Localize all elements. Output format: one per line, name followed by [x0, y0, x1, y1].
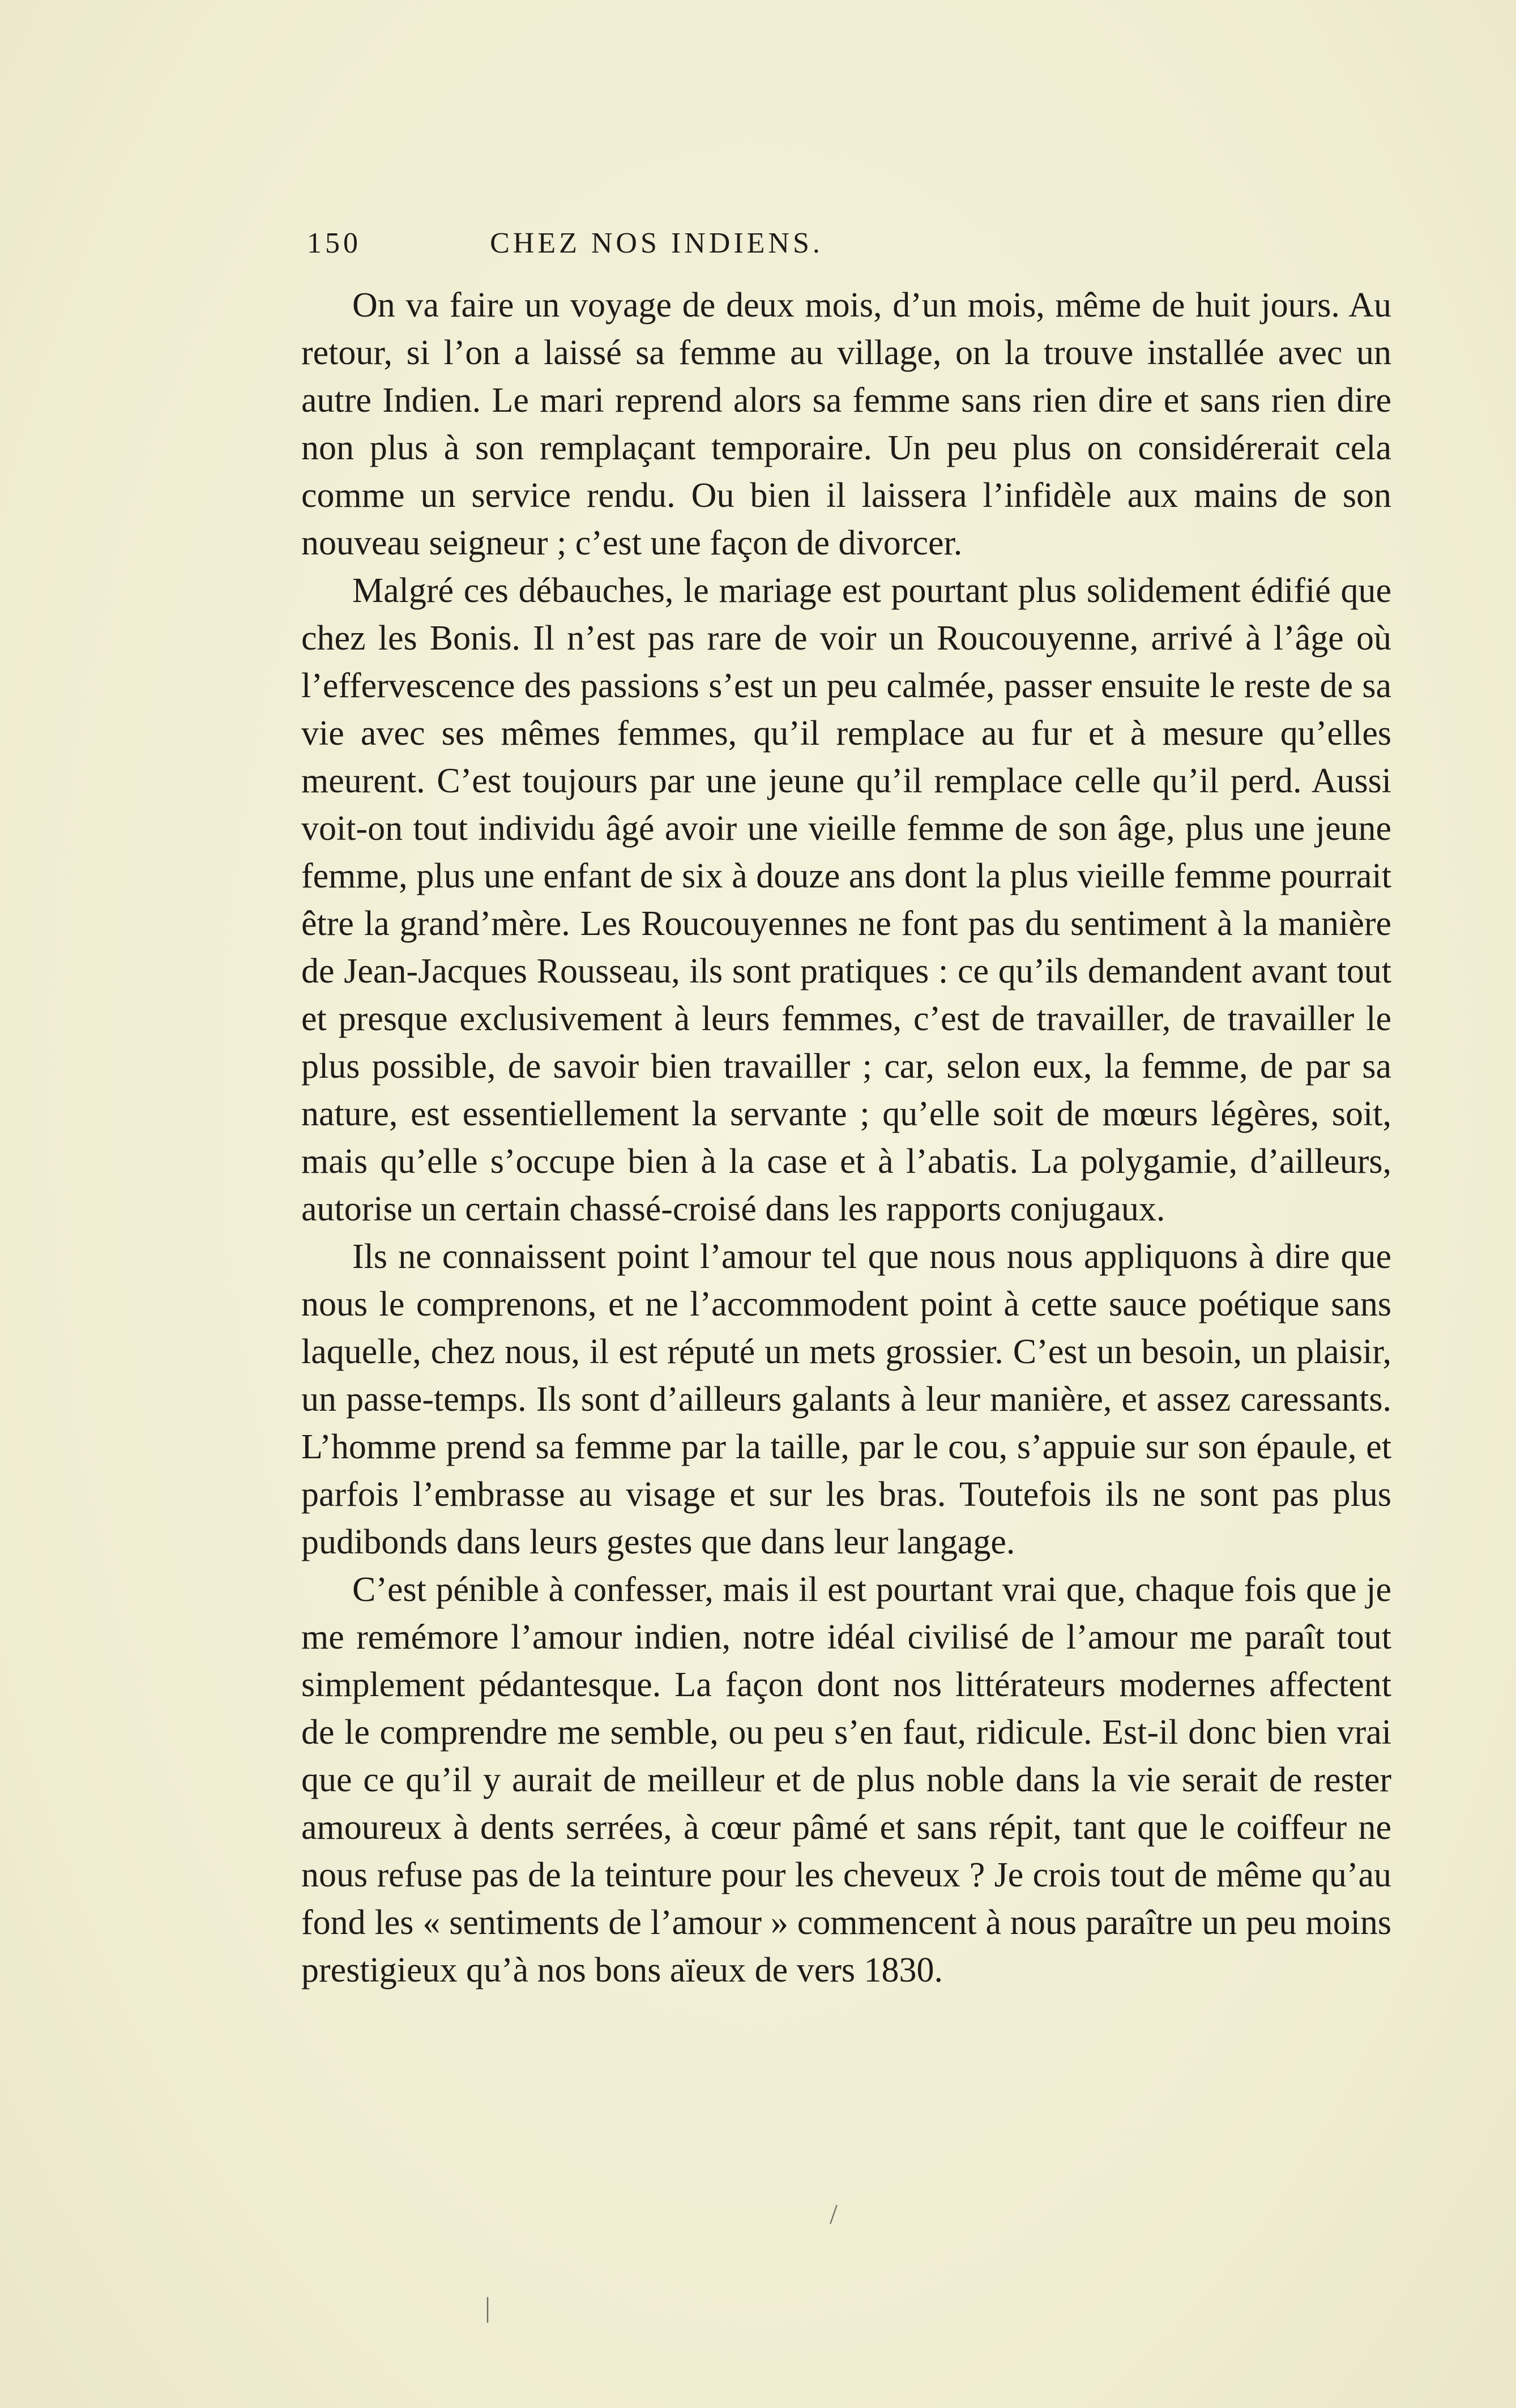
stray-ink-mark: | — [485, 2291, 491, 2323]
page-header — [307, 227, 1006, 266]
paragraph: Malgré ces débauches, le mariage est pourtant plus solidement édifié que chez les Bonis. Il n’est pas rare de voir un Roucouyenne, arrivé à l’âge où l’effervescence des passions s’est un peu calmée, passer ensuite le reste de sa vie avec ses mêmes femmes, qu’il remplace au fur et à mesure qu’elles meurent. C’est toujours par une jeune qu’il remplace celle qu’il perd. Aussi voit-on tout individu âgé avoir une vieille femme de son âge, plus une jeune femme, plus une enfant de six à douze ans dont la plus vieille femme pourrait être la grand’mère. Les Roucouyennes ne font pas du sentiment à la manière de Jean-Jacques Rousseau, ils sont pratiques : ce qu’ils demandent avant tout et presque exclusivement à leurs femmes, c’est de travailler, de travailler le plus possible, de savoir bien travailler ; car, selon eux, la femme, de par sa nature, est essentiellement la servante ; qu’elle soit de mœurs légères, soit, mais qu’elle s’occupe bien à la case et à l’abatis. La polygamie, d’ailleurs, autorise un certain chassé-croisé dans les rapports conjugaux. — [301, 571, 1391, 1228]
paragraph: Ils ne connaissent point l’amour tel que nous nous appliquons à dire que nous le comprenons, et ne l’accommodent point à cette sauce poétique sans laquelle, chez nous, il est réputé un mets grossier. C’est un besoin, un plaisir, un passe-temps. Ils sont d’ailleurs galants à leur manière, et assez caressants. L’homme prend sa femme par la taille, par le cou, s’appuie sur son épaule, et parfois l’embrasse au visage et sur les bras. Toutefois ils ne sont pas plus pudibonds dans leurs gestes que dans leur langage. — [301, 1237, 1391, 1561]
paragraph: C’est pénible à confesser, mais il est pourtant vrai que, chaque fois que je me remémore l’amour indien, notre idéal civilisé de l’amour me paraît tout simplement pédantesque. La façon dont nos littérateurs modernes affectent de le comprendre me semble, ou peu s’en faut, ridicule. Est-il donc bien vrai que ce qu’il y aurait de meilleur et de plus noble dans la vie serait de rester amoureux à dents serrées, à cœur pâmé et sans répit, tant que le coiffeur ne nous refuse pas de la teinture pour les cheveux ? Je crois tout de même qu’au fond les « sentiments de l’amour » commencent à nous paraître un peu moins prestigieux qu’à nos bons aïeux de vers 1830. — [301, 1570, 1391, 1989]
running-title: CHEZ NOS INDIENS. — [490, 227, 823, 259]
page-number: 150 — [307, 227, 361, 259]
body-text — [301, 281, 1391, 1994]
paragraph: On va faire un voyage de deux mois, d’un mois, même de huit jours. Au retour, si l’on a laissé sa femme au village, on la trouve installée avec un autre Indien. Le mari reprend alors sa femme sans rien dire et sans rien dire non plus à son remplaçant temporaire. Un peu plus on considérerait cela comme un service rendu. Ou bien il laissera l’infidèle aux mains de son nouveau seigneur ; c’est une façon de divorcer. — [301, 286, 1391, 562]
stray-ink-mark: / — [830, 2198, 838, 2230]
